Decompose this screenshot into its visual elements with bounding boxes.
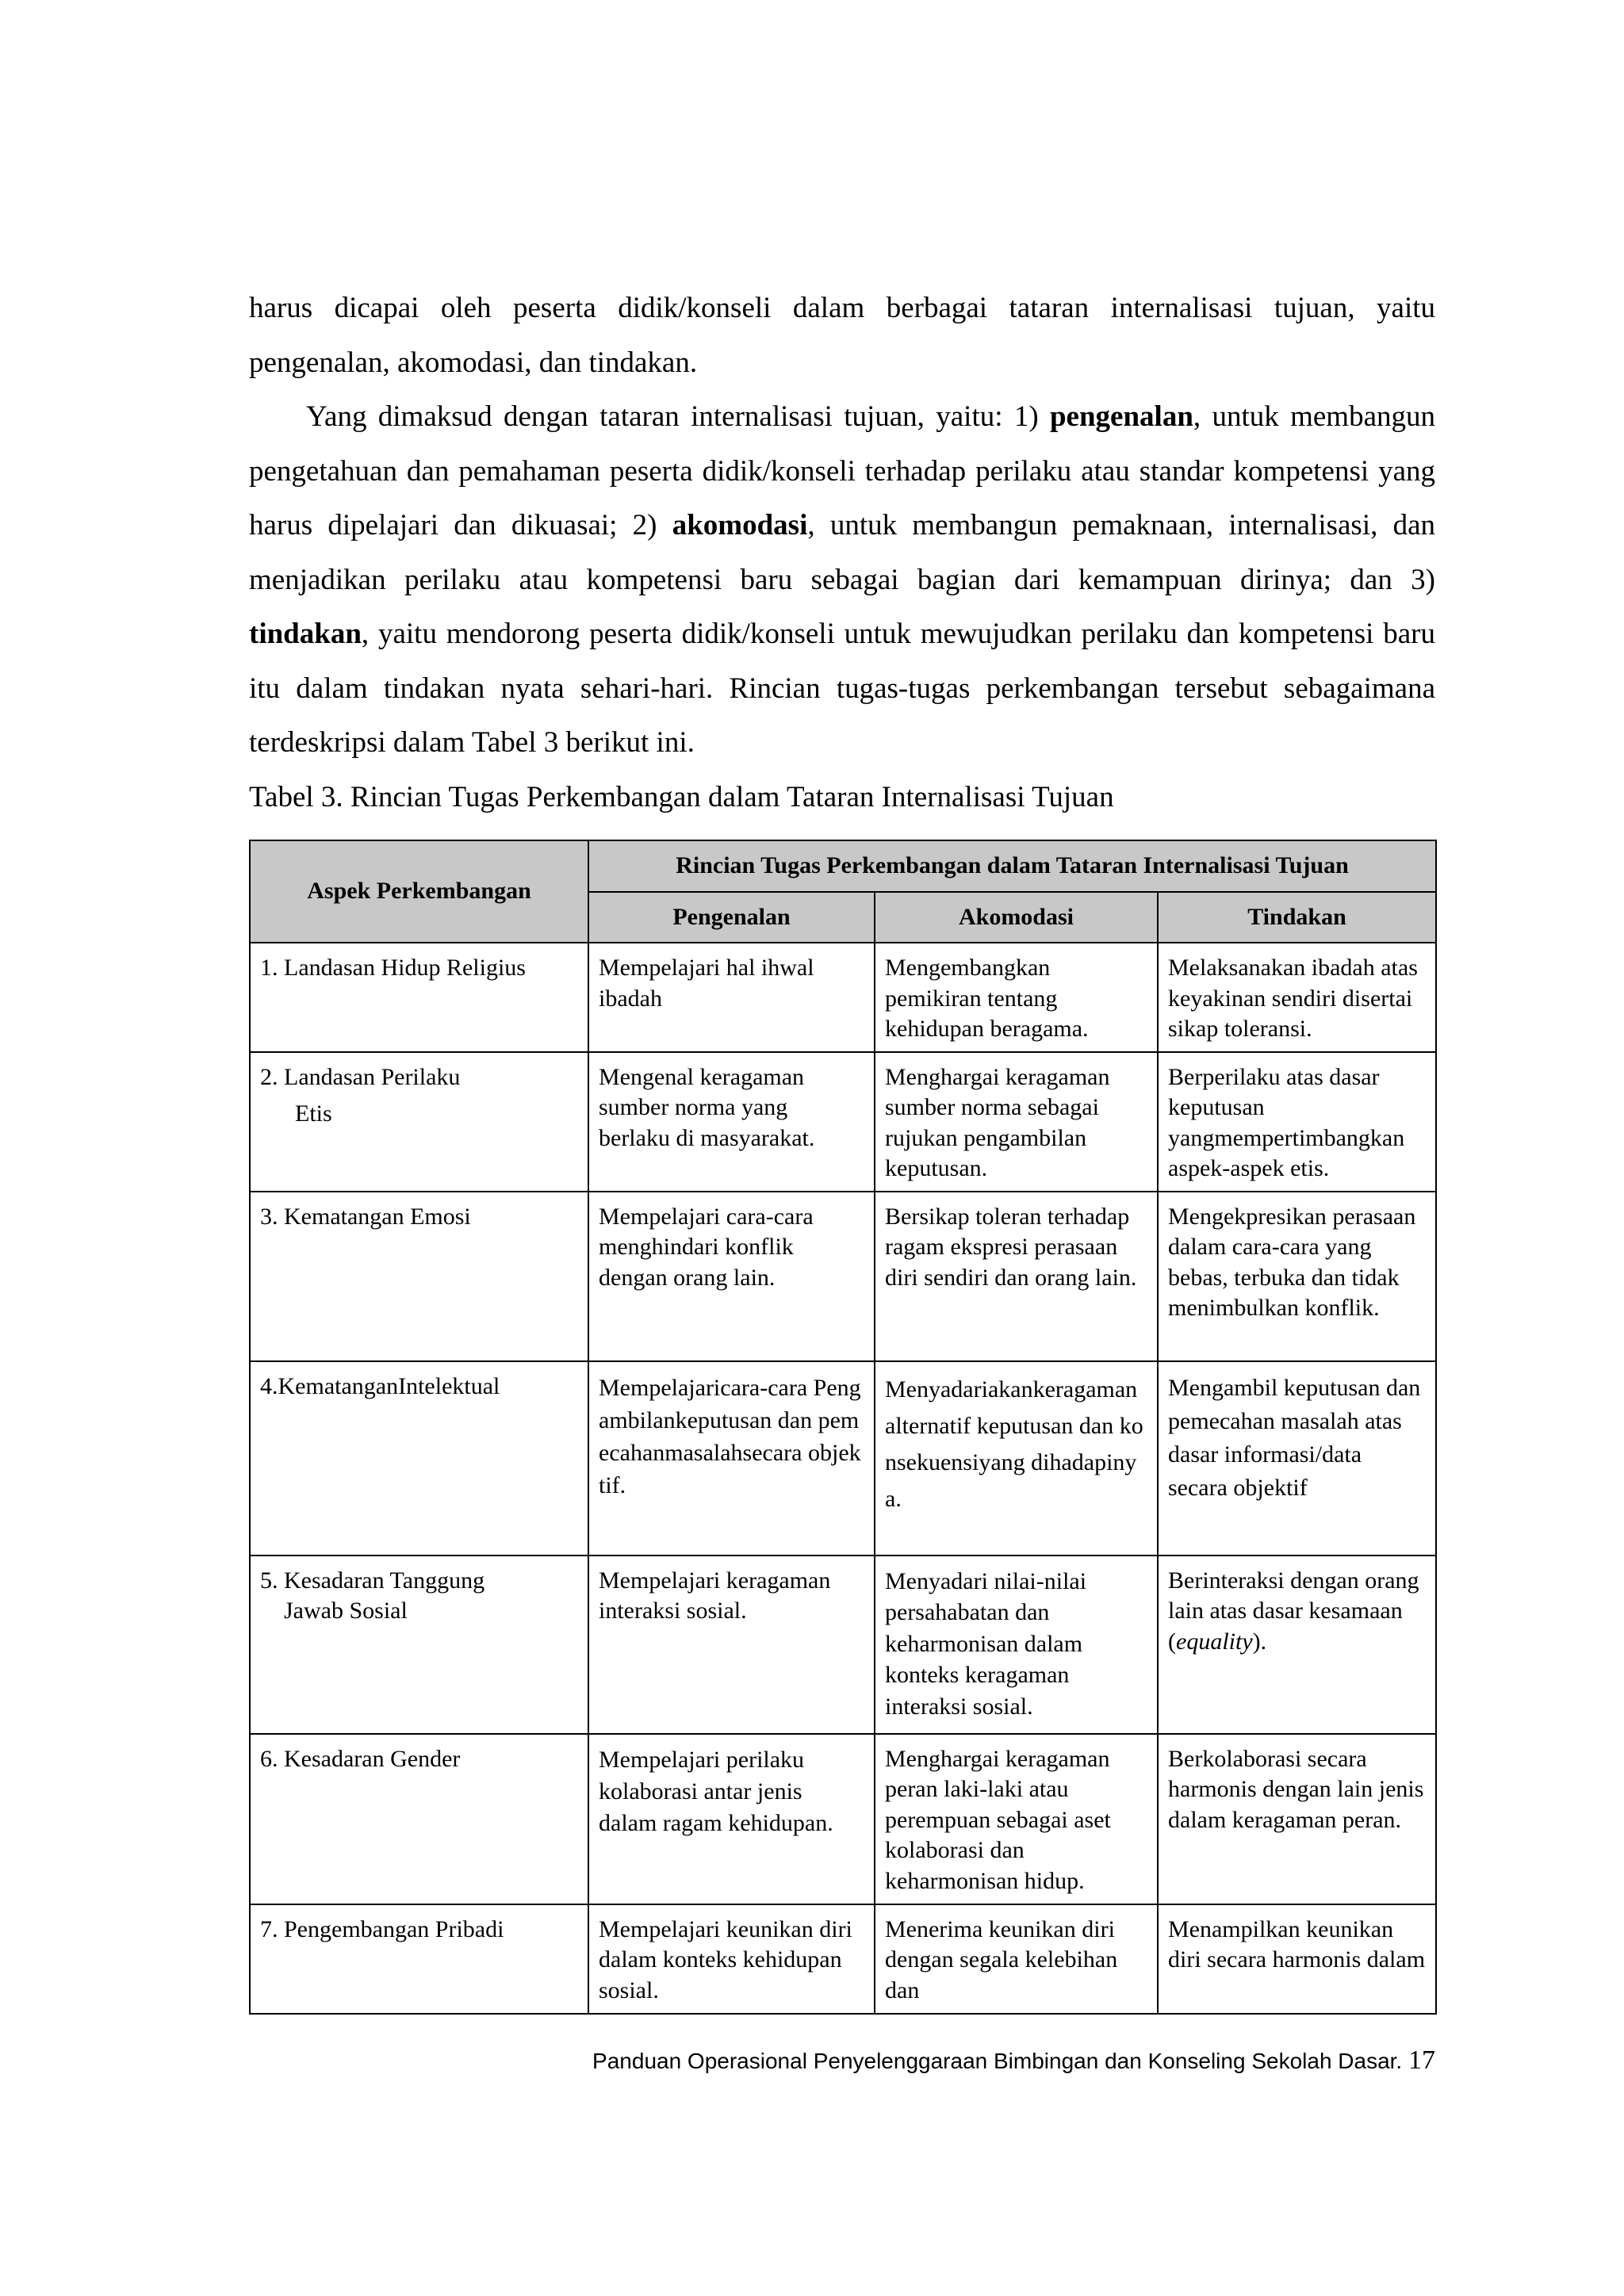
header-aspect: Aspek Perkembangan — [250, 840, 588, 943]
header-tindakan: Tindakan — [1158, 892, 1436, 943]
tindakan-cell: Berinteraksi dengan orang lain atas dasar kesamaan (equality). — [1158, 1556, 1436, 1734]
akomodasi-cell: Bersikap toleran terhadap ragam ekspresi perasaan diri sendiri dan orang lain. — [875, 1192, 1158, 1361]
document-body — [249, 281, 1435, 2015]
akomodasi-cell: Menghargai keragaman peran laki-laki atau perempuan sebagai aset kolaborasi dan keharmonisan hidup. — [875, 1734, 1158, 1904]
table-row — [250, 1192, 1436, 1361]
aspect-label: 1. Landasan Hidup Religius — [260, 955, 526, 981]
page-footer — [592, 2045, 1435, 2076]
pengenalan-cell: Mempelajari hal ihwal ibadah — [588, 943, 875, 1052]
table-row — [250, 1556, 1436, 1734]
aspect-label: 3. Kematangan Emosi — [260, 1203, 471, 1230]
akomodasi-cell: Mengembangkan pemikiran tentang kehidupan beragama. — [875, 943, 1158, 1052]
akomodasi-cell: Menerima keunikan diri dengan segala kelebihan dan — [875, 1904, 1158, 2014]
pengenalan-cell: Mempelajari keragaman interaksi sosial. — [588, 1556, 875, 1734]
development-task-table — [249, 840, 1437, 2015]
term-tindakan: tindakan — [249, 618, 362, 650]
paragraph-text: , yaitu mendorong peserta didik/konseli untuk mewujudkan perilaku dan kompetensi baru itu dalam tindakan nyata sehari-hari. Rincian tugas-tugas perkembangan tersebut sebagaimana terdeskripsi dalam Tabel 3 berikut ini. — [249, 618, 1435, 759]
paragraph-text: , untuk membangun pengetahuan dan pemahaman peserta didik/konseli terhadap perilaku atau standar kompetensi yang harus dipelajari dan dikuasai; 2) — [249, 400, 1435, 541]
tindakan-cell: Melaksanakan ibadah atas keyakinan sendiri disertai sikap toleransi. — [1158, 943, 1436, 1052]
table-row — [250, 943, 1436, 1052]
aspect-label: 6. Kesadaran Gender — [260, 1745, 461, 1772]
aspect-label: 7. Pengembangan Pribadi — [260, 1915, 504, 1942]
tindakan-cell: Mengekpresikan perasaan dalam cara-cara yang bebas, terbuka dan tidak menimbulkan konflik. — [1158, 1192, 1436, 1361]
aspect-label-continued: Jawab Sosial — [284, 1598, 408, 1624]
aspect-label: 2. Landasan Perilaku — [260, 1063, 461, 1090]
tindakan-cell: Menampilkan keunikan diri secara harmonis dalam — [1158, 1904, 1436, 2014]
akomodasi-cell: Menghargai keragaman sumber norma sebagai rujukan pengambilan keputusan. — [875, 1052, 1158, 1192]
aspect-cell — [250, 1734, 588, 1904]
akomodasi-cell: Menyadari nilai-nilai persahabatan dan keharmonisan dalam konteks keragaman interaksi sosial. — [875, 1556, 1158, 1734]
tindakan-cell: Berperilaku atas dasar keputusan yangmempertimbangkan aspek-aspek etis. — [1158, 1052, 1436, 1192]
page-number: 17 — [1408, 2045, 1435, 2075]
tindakan-cell: Mengambil keputusan dan pemecahan masalah atas dasar informasi/data secara objektif — [1158, 1361, 1436, 1556]
pengenalan-cell: Mempelajaricara-cara Pengambilankeputusan dan pemecahanmasalahsecara objektif. — [588, 1361, 875, 1556]
aspect-cell — [250, 1904, 588, 2014]
table-row — [250, 1052, 1436, 1192]
table-caption: Tabel 3. Rincian Tugas Perkembangan dalam Tataran Internalisasi Tujuan — [249, 780, 1114, 813]
aspect-label: 5. Kesadaran Tanggung — [260, 1567, 485, 1594]
header-akomodasi: Akomodasi — [875, 892, 1158, 943]
aspect-cell — [250, 943, 588, 1052]
header-group: Rincian Tugas Perkembangan dalam Tataran Internalisasi Tujuan — [588, 840, 1436, 892]
pengenalan-cell: Mempelajari keunikan diri dalam konteks kehidupan sosial. — [588, 1904, 875, 2014]
aspect-cell — [250, 1192, 588, 1361]
table-row — [250, 1904, 1436, 2014]
paragraph-tataran — [249, 390, 1435, 771]
paragraph-text: , untuk membangun pemaknaan, internalisasi, dan menjadikan perilaku atau kompetensi baru sebagai bagian dari kemampuan dirinya; dan 3) — [249, 509, 1435, 596]
tindakan-cell: Berkolaborasi secara harmonis dengan lain jenis dalam keragaman peran. — [1158, 1734, 1436, 1904]
aspect-label-continued: Etis — [295, 1100, 332, 1127]
table-row — [250, 1361, 1436, 1556]
pengenalan-cell: Mempelajari cara-cara menghindari konflik dengan orang lain. — [588, 1192, 875, 1361]
term-pengenalan: pengenalan — [1049, 400, 1193, 433]
table-row — [250, 1734, 1436, 1904]
paragraph-text: Yang dimaksud dengan tataran internalisasi tujuan, yaitu: 1) — [306, 400, 1050, 433]
aspect-label: 4.KematanganIntelektual — [260, 1372, 500, 1399]
pengenalan-cell: Mengenal keragaman sumber norma yang berlaku di masyarakat. — [588, 1052, 875, 1192]
footer-title: Panduan Operasional Penyelenggaraan Bimbingan dan Konseling Sekolah Dasar. — [592, 2049, 1403, 2073]
pengenalan-cell: Mempelajari perilaku kolaborasi antar jenis dalam ragam kehidupan. — [588, 1734, 875, 1904]
akomodasi-cell: Menyadariakankeragamanalternatif keputusan dan konsekuensiyang dihadapinya. — [875, 1361, 1158, 1556]
aspect-cell — [250, 1556, 588, 1734]
aspect-cell — [250, 1361, 588, 1556]
term-akomodasi: akomodasi — [672, 509, 808, 541]
header-pengenalan: Pengenalan — [588, 892, 875, 943]
equality-term: equality — [1176, 1628, 1253, 1655]
paragraph-intro: harus dicapai oleh peserta didik/konseli dalam berbagai tataran internalisasi tujuan, yaitu pengenalan, akomodasi, dan tindakan. — [249, 292, 1435, 379]
aspect-cell — [250, 1052, 588, 1192]
